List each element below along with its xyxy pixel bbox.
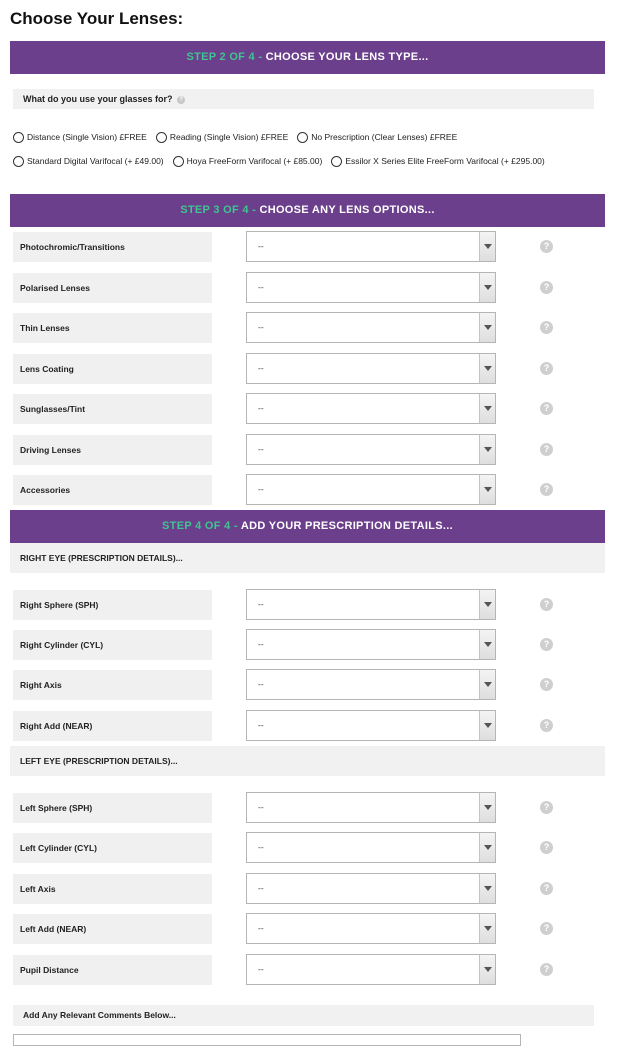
right-cylinder-select[interactable] <box>246 629 496 660</box>
pupil-distance-row <box>0 954 620 986</box>
chevron-down-icon <box>484 447 492 452</box>
lens-type-distance-radio[interactable] <box>13 132 147 143</box>
chevron-down-icon <box>484 244 492 249</box>
sunglasses-tint-select[interactable] <box>246 393 496 424</box>
right-sphere-select[interactable] <box>246 589 496 620</box>
step-4-banner <box>10 510 605 543</box>
dropdown-button[interactable] <box>479 273 495 302</box>
help-icon[interactable]: ? <box>540 963 553 976</box>
chevron-down-icon <box>484 325 492 330</box>
left-sphere-row <box>0 792 620 824</box>
left-add-row <box>0 913 620 945</box>
right-axis-row <box>0 669 620 701</box>
chevron-down-icon <box>484 602 492 607</box>
left-add-select[interactable] <box>246 913 496 944</box>
select-value: -- <box>258 241 264 251</box>
chevron-down-icon <box>484 682 492 687</box>
select-value: -- <box>258 599 264 609</box>
lens-use-question <box>13 89 594 109</box>
help-icon[interactable]: ? <box>540 598 553 611</box>
right-cylinder-row <box>0 629 620 661</box>
dropdown-button[interactable] <box>479 630 495 659</box>
lens-type-label: Distance (Single Vision) £FREE <box>27 132 147 142</box>
option-row-coating <box>0 353 620 385</box>
lens-type-standard-varifocal-radio[interactable] <box>13 156 164 167</box>
dropdown-button[interactable] <box>479 833 495 862</box>
option-row-photochromic <box>0 231 620 263</box>
option-row-thin <box>0 312 620 344</box>
select-value: -- <box>258 964 264 974</box>
step-4-number: STEP 4 OF 4 - <box>162 520 241 532</box>
step-3-number: STEP 3 OF 4 - <box>180 204 260 216</box>
lens-type-label: No Prescription (Clear Lenses) £FREE <box>311 132 458 142</box>
chevron-down-icon <box>484 723 492 728</box>
select-value: -- <box>258 444 264 454</box>
page-title: Choose Your Lenses: <box>10 9 184 28</box>
chevron-down-icon <box>484 926 492 931</box>
chevron-down-icon <box>484 406 492 411</box>
right-eye-heading: RIGHT EYE (PRESCRIPTION DETAILS)... <box>10 543 605 573</box>
help-icon[interactable]: ? <box>540 483 553 496</box>
lens-type-no-prescription-radio[interactable] <box>297 132 457 143</box>
right-add-row <box>0 710 620 742</box>
radio-circle-icon[interactable] <box>156 132 167 143</box>
option-label: Lens Coating <box>13 354 212 384</box>
help-icon[interactable]: ? <box>540 240 553 253</box>
dropdown-button[interactable] <box>479 874 495 903</box>
select-value: -- <box>258 883 264 893</box>
option-label: Left Add (NEAR) <box>13 914 212 944</box>
right-sphere-row <box>0 589 620 621</box>
right-axis-select[interactable] <box>246 669 496 700</box>
dropdown-button[interactable] <box>479 232 495 261</box>
select-value: -- <box>258 403 264 413</box>
select-value: -- <box>258 923 264 933</box>
lens-type-label: Standard Digital Varifocal (+ £49.00) <box>27 156 164 166</box>
select-value: -- <box>258 484 264 494</box>
option-label: Polarised Lenses <box>13 273 212 303</box>
option-row-accessories <box>0 474 620 506</box>
option-label: Right Add (NEAR) <box>13 711 212 741</box>
right-add-select[interactable] <box>246 710 496 741</box>
dropdown-button[interactable] <box>479 711 495 740</box>
step-3-title: CHOOSE ANY LENS OPTIONS... <box>259 204 435 216</box>
left-cylinder-select[interactable] <box>246 832 496 863</box>
chevron-down-icon <box>484 366 492 371</box>
dropdown-button[interactable] <box>479 435 495 464</box>
help-icon[interactable]: ? <box>540 801 553 814</box>
help-icon[interactable]: ? <box>540 882 553 895</box>
lens-type-hoya-varifocal-radio[interactable] <box>173 156 323 167</box>
option-label: Left Cylinder (CYL) <box>13 833 212 863</box>
help-icon[interactable]: ? <box>540 841 553 854</box>
chevron-down-icon <box>484 487 492 492</box>
lens-type-row-2 <box>13 153 554 169</box>
option-label: Driving Lenses <box>13 435 212 465</box>
option-label: Thin Lenses <box>13 313 212 343</box>
lens-use-question-label: What do you use your glasses for? <box>23 94 173 104</box>
step-2-number: STEP 2 OF 4 - <box>186 51 266 63</box>
step-2-banner <box>10 41 605 74</box>
option-label: Right Axis <box>13 670 212 700</box>
chevron-down-icon <box>484 845 492 850</box>
help-icon[interactable]: ? <box>540 638 553 651</box>
help-icon[interactable]: ? <box>540 281 553 294</box>
lens-type-reading-radio[interactable] <box>156 132 288 143</box>
left-eye-heading: LEFT EYE (PRESCRIPTION DETAILS)... <box>10 746 605 776</box>
lens-type-label: Reading (Single Vision) £FREE <box>169 132 289 142</box>
option-label: Pupil Distance <box>13 955 212 985</box>
option-label: Right Cylinder (CYL) <box>13 630 212 660</box>
left-axis-row <box>0 873 620 905</box>
thin-lenses-select[interactable] <box>246 312 496 343</box>
select-value: -- <box>258 639 264 649</box>
select-value: -- <box>258 322 264 332</box>
photochromic-select[interactable] <box>246 231 496 262</box>
help-icon[interactable]: ? <box>540 678 553 691</box>
step-4-title: ADD YOUR PRESCRIPTION DETAILS... <box>240 520 453 532</box>
lens-type-label: Hoya FreeForm Varifocal (+ £85.00) <box>186 156 323 166</box>
help-icon[interactable]: ? <box>540 443 553 456</box>
pupil-distance-select[interactable] <box>246 954 496 985</box>
option-label: Photochromic/Transitions <box>13 232 212 262</box>
help-icon[interactable]: ? <box>540 362 553 375</box>
driving-lenses-select[interactable] <box>246 434 496 465</box>
option-label: Left Sphere (SPH) <box>13 793 212 823</box>
option-label: Right Sphere (SPH) <box>13 590 212 620</box>
dropdown-button[interactable] <box>479 313 495 342</box>
option-label: Accessories <box>13 475 212 505</box>
radio-circle-icon[interactable] <box>13 132 24 143</box>
chevron-down-icon <box>484 285 492 290</box>
help-icon[interactable]: ? <box>177 96 185 104</box>
option-label: Sunglasses/Tint <box>13 394 212 424</box>
dropdown-button[interactable] <box>479 475 495 504</box>
help-icon[interactable]: ? <box>540 922 553 935</box>
select-value: -- <box>258 679 264 689</box>
comments-textarea[interactable] <box>13 1034 521 1046</box>
lens-type-label: Essilor X Series Elite FreeForm Varifocal (+ £295.00) <box>345 156 545 166</box>
option-row-polarised <box>0 272 620 304</box>
option-row-driving <box>0 434 620 466</box>
dropdown-button[interactable] <box>479 590 495 619</box>
help-icon[interactable]: ? <box>540 402 553 415</box>
polarised-select[interactable] <box>246 272 496 303</box>
select-value: -- <box>258 720 264 730</box>
select-value: -- <box>258 282 264 292</box>
chevron-down-icon <box>484 967 492 972</box>
chevron-down-icon <box>484 805 492 810</box>
lens-type-row-1 <box>13 129 466 145</box>
select-value: -- <box>258 842 264 852</box>
dropdown-button[interactable] <box>479 670 495 699</box>
dropdown-button[interactable] <box>479 955 495 984</box>
lens-coating-select[interactable] <box>246 353 496 384</box>
help-icon[interactable]: ? <box>540 719 553 732</box>
comments-label: Add Any Relevant Comments Below... <box>13 1005 594 1026</box>
left-cylinder-row <box>0 832 620 864</box>
step-3-banner <box>10 194 605 227</box>
radio-circle-icon[interactable] <box>13 156 24 167</box>
help-icon[interactable]: ? <box>540 321 553 334</box>
dropdown-button[interactable] <box>479 354 495 383</box>
left-axis-select[interactable] <box>246 873 496 904</box>
radio-circle-icon[interactable] <box>297 132 308 143</box>
dropdown-button[interactable] <box>479 914 495 943</box>
option-label: Left Axis <box>13 874 212 904</box>
chevron-down-icon <box>484 642 492 647</box>
dropdown-button[interactable] <box>479 394 495 423</box>
radio-circle-icon[interactable] <box>173 156 184 167</box>
chevron-down-icon <box>484 886 492 891</box>
option-row-tint <box>0 393 620 425</box>
radio-circle-icon[interactable] <box>331 156 342 167</box>
step-2-title: CHOOSE YOUR LENS TYPE... <box>265 51 429 63</box>
left-sphere-select[interactable] <box>246 792 496 823</box>
accessories-select[interactable] <box>246 474 496 505</box>
select-value: -- <box>258 363 264 373</box>
select-value: -- <box>258 802 264 812</box>
dropdown-button[interactable] <box>479 793 495 822</box>
lens-type-essilor-varifocal-radio[interactable] <box>331 156 544 167</box>
